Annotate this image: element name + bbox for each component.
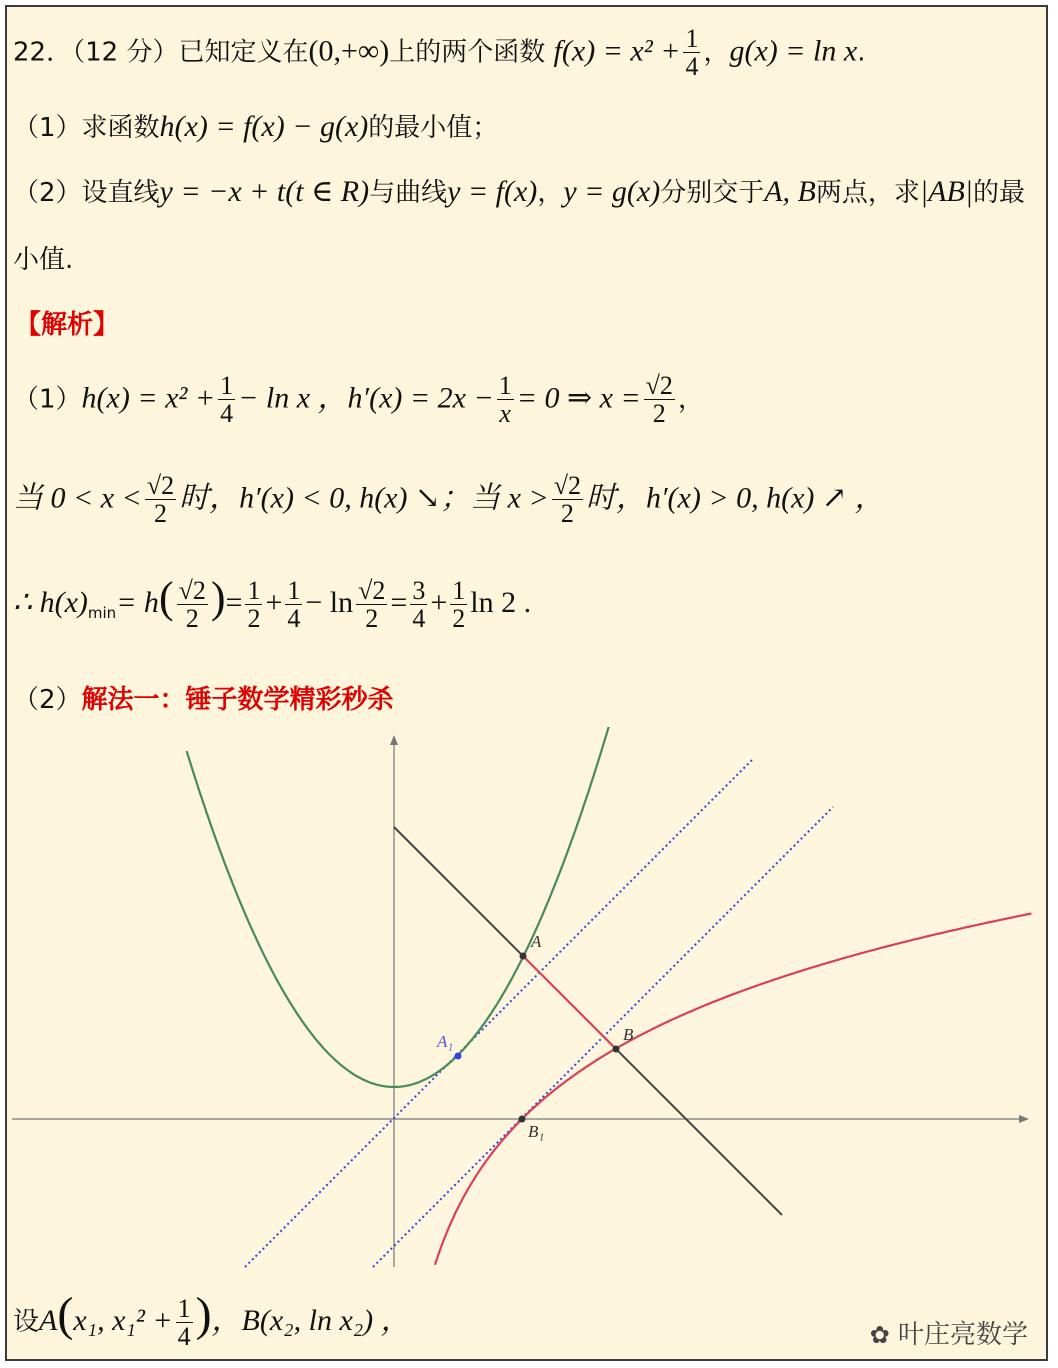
log-curve — [435, 914, 1031, 1265]
wechat-icon: ✿ — [869, 1321, 890, 1349]
label-A: A — [531, 932, 542, 951]
problem-line-1: 22．（12 分）已知定义在(0,+∞)上的两个函数 f(x) = x² + $\frac{1}{4}$ ，g(x) = ln x. — [13, 24, 866, 82]
tangent-line-A1 — [245, 759, 753, 1267]
problem-part-2-cont: 小值. — [13, 245, 74, 275]
point-A — [520, 953, 527, 960]
document-page — [5, 5, 1048, 1361]
label-A1: A₁ — [437, 1032, 454, 1051]
segment-AB — [523, 956, 616, 1049]
solution-step-2: 当 0 < x < $\frac{√2}{2}$ 时，h′(x) < 0, h(x) ↘；当 x > $\frac{√2}{2}$ 时，h′(x) > 0, h(x) ↗ ， — [13, 471, 885, 529]
fraction-one-quarter: $\frac{1}{4}$ — [685, 24, 699, 82]
label-B: B — [623, 1025, 634, 1044]
solution-header: 【解析】 — [15, 310, 120, 340]
solution-step-1: （1）h(x) = x² + $\frac{1}{4}$ − ln x ，h′(x) = 2x − $\frac{1}{x}$ = 0 ⇒ x = $\frac{√2}{2}$ ， — [13, 371, 704, 429]
parabola-curve — [187, 727, 612, 1087]
y-axis-arrow-icon — [390, 735, 398, 745]
problem-part-2: （2）设直线y = −x + t(t ∈ R)与曲线y = f(x)，y = g(x)分别交于A, B两点，求|AB|的最 — [13, 175, 1026, 208]
watermark: ✿ 叶庄亮数学 — [869, 1320, 1028, 1350]
function-graph — [7, 727, 1047, 1277]
method-2-title: （2）解法一：锤子数学精彩秒杀 — [13, 685, 394, 715]
solution-setup: 设A(x₁, x₁² + $\frac{1}{4}$ )，B(x₂, ln x₂) ， — [13, 1288, 411, 1351]
x-axis-arrow-icon — [1019, 1115, 1029, 1123]
point-B1 — [519, 1116, 526, 1123]
point-A1 — [455, 1053, 462, 1060]
label-B1: B₁ — [528, 1122, 545, 1141]
point-B — [613, 1046, 620, 1053]
problem-part-1: （1）求函数h(x) = f(x) − g(x)的最小值； — [13, 110, 499, 143]
solution-step-3: ∴ $h(x)_{min}= h$( $\frac{√2}{2}$ )= $\frac{1}{2}$ + $\frac{1}{4}$ − ln $\frac{√2}{2}$ = $\frac{3}{4}$ + $\frac{1}{2}$ ln 2 . — [13, 573, 532, 633]
